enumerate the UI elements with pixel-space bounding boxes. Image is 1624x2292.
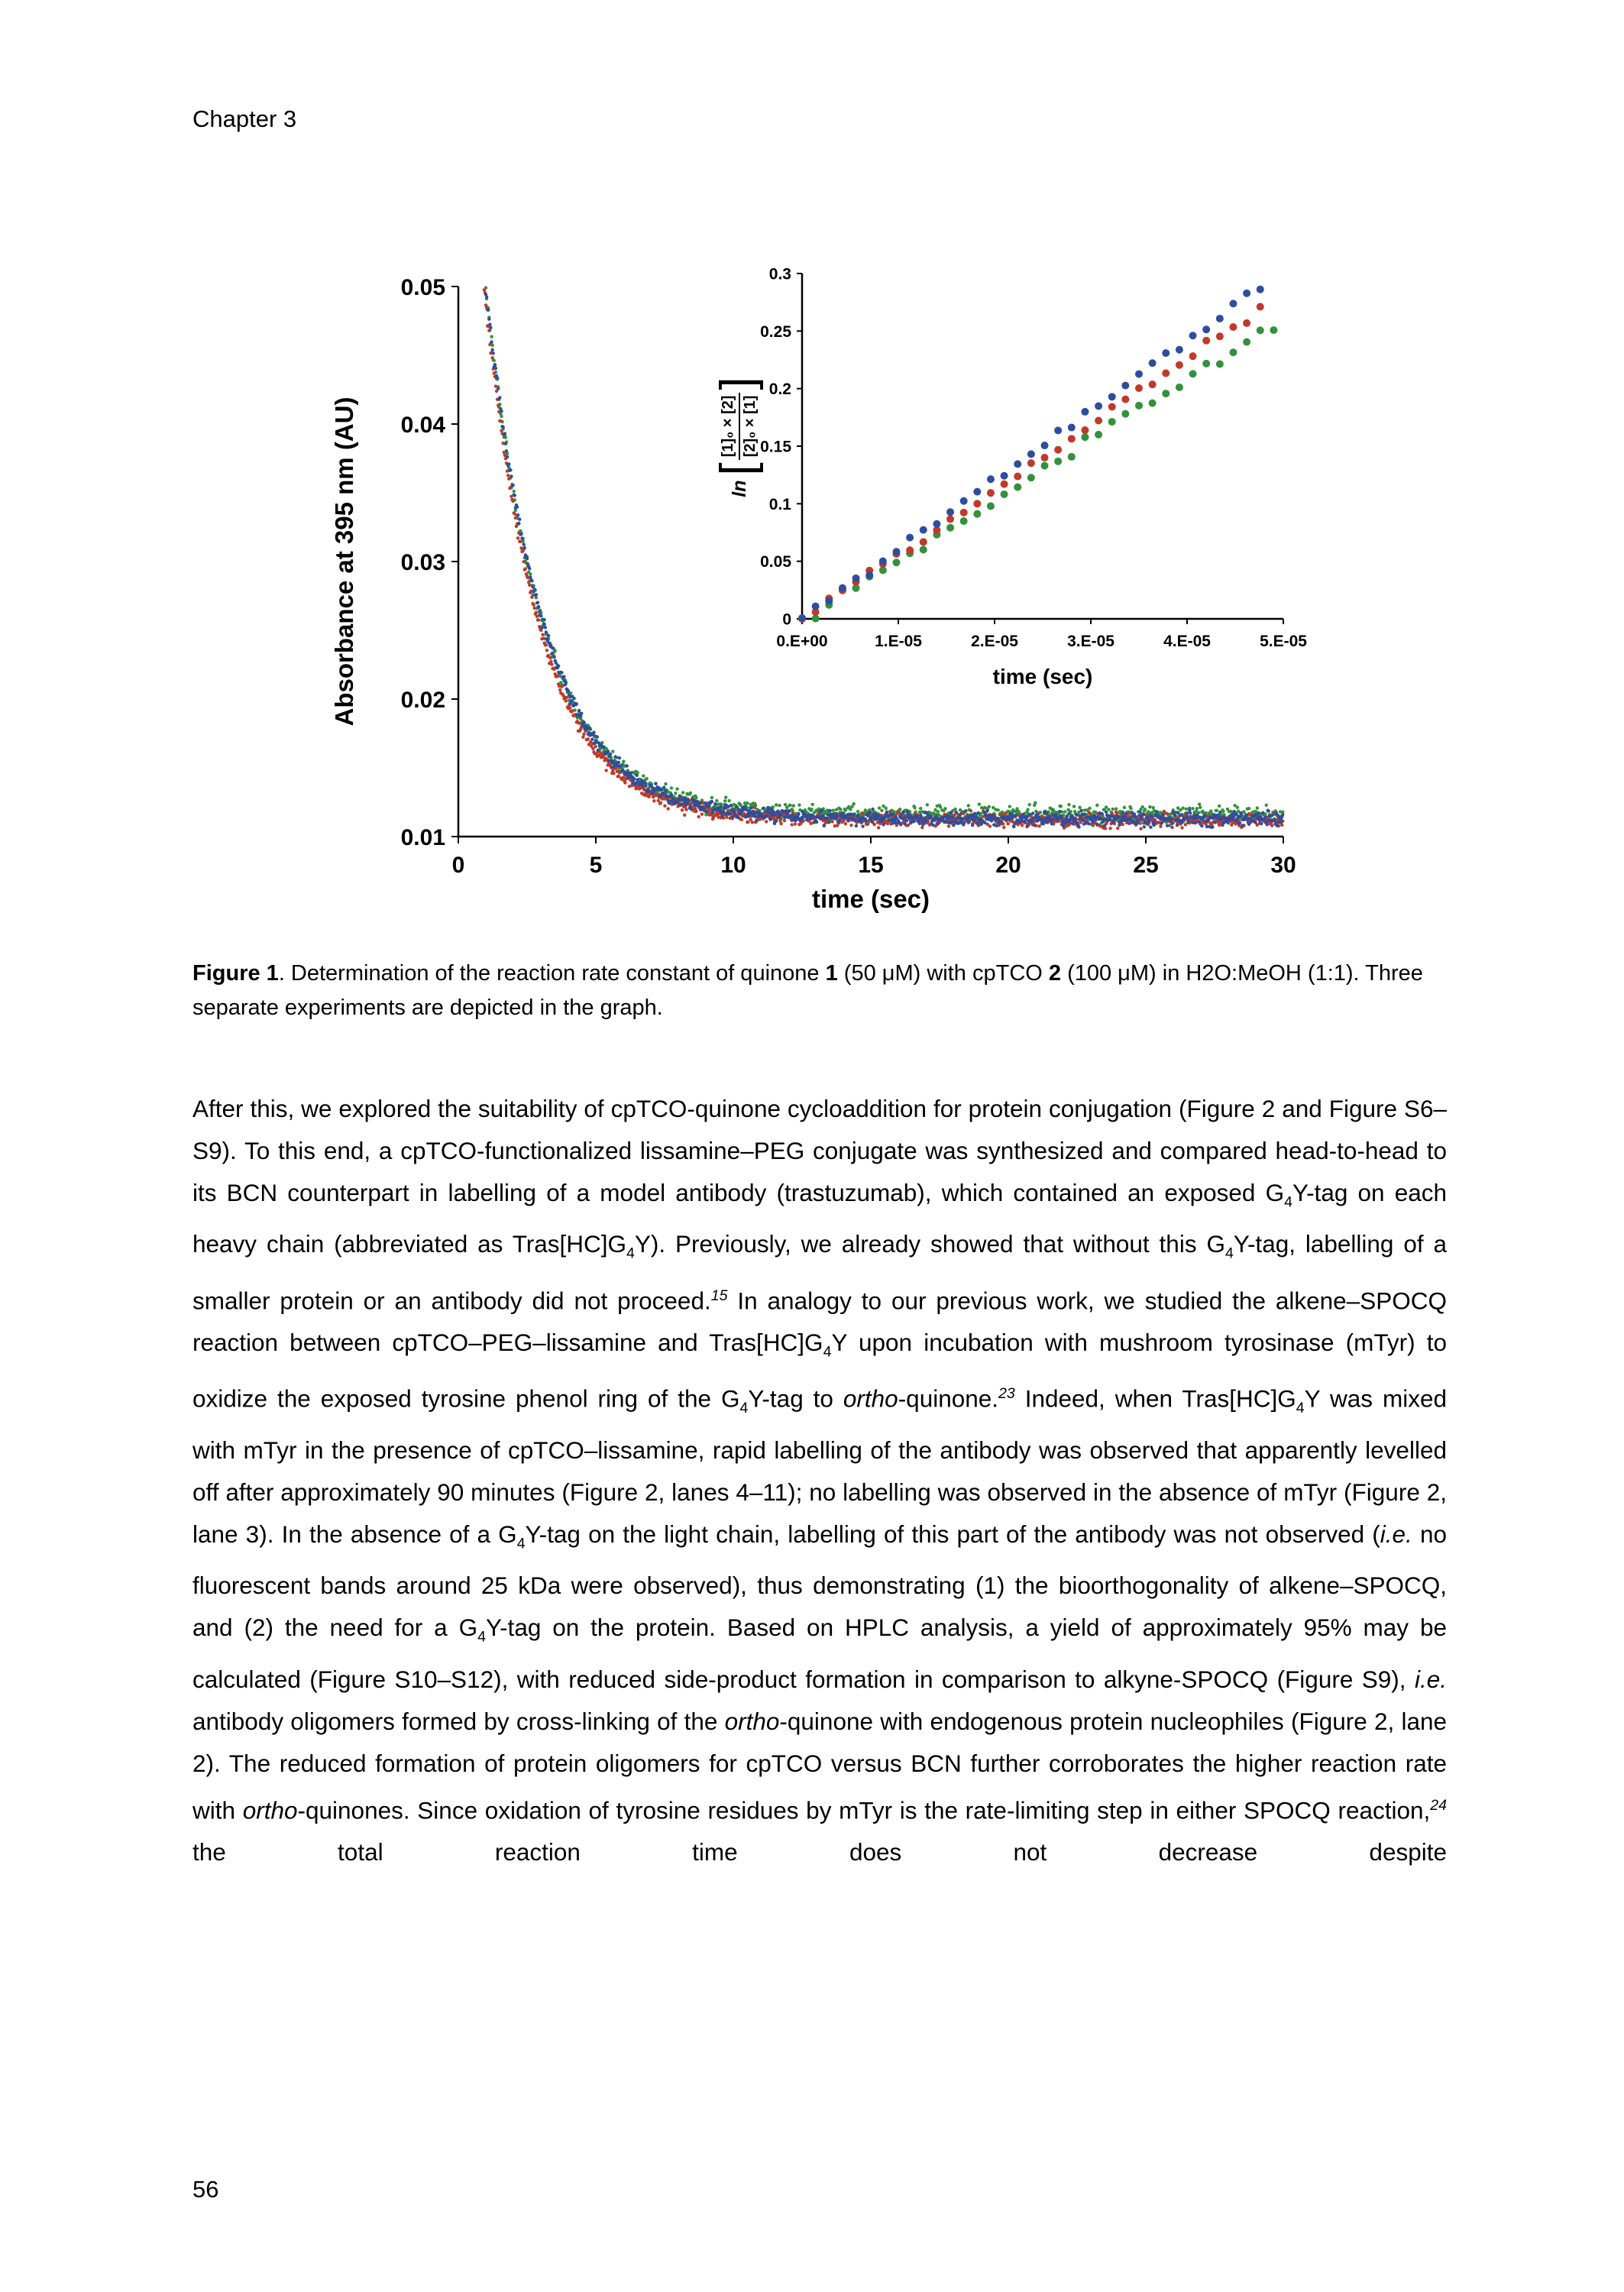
- svg-text:0.E+00: 0.E+00: [776, 633, 828, 650]
- svg-text:25: 25: [1133, 853, 1159, 878]
- figure-caption: Figure 1. Determination of the reaction rate constant of quinone 1 (50 μM) with cpTCO 2 (100 μM) in H2O:MeOH (1:1). Three separate experiments are depicted in the graph.: [192, 961, 1423, 1020]
- body-paragraph: After this, we explored the suitability of cpTCO-quinone cycloaddition for protein conjugation (Figure 2 and Figure S6–S9). To this end, a cpTCO-functionalized lissamine–PEG conjugate was synthesized and compared head-to-head to its BCN counterpart in labelling of a model antibody (trastuzumab), which contained an exposed $G_4Y$-tag on each heavy chain (abbreviated as $Tras[HC]G_4Y$). Previously, we already showed that without this $G_4Y$-tag, labelling of a smaller protein or an antibody did not proceed.$^{15}$ In analogy to our previous work, we studied the alkene–SPOCQ reaction between cpTCO–PEG–lissamine and $Tras[HC]G_4Y$ upon incubation with mushroom tyrosinase (mTyr) to oxidize the exposed tyrosine phenol ring of the $G_4Y$-tag to ortho-quinone.$^{23}$ Indeed, when $Tras[HC]G_4Y$ was mixed with mTyr in the presence of cpTCO–lissamine, rapid labelling of the antibody was observed that apparently levelled off after approximately 90 minutes (Figure 2, lanes 4–11); no labelling was observed in the absence of mTyr (Figure 2, lane 3). In the absence of a $G_4Y$-tag on the light chain, labelling of this part of the antibody was not observed (i.e. no fluorescent bands around 25 kDa were observed), thus demonstrating (1) the bioorthogonality of alkene–SPOCQ, and (2) the need for a $G_4Y$-tag on the protein. Based on HPLC analysis, a yield of approximately 95% may be calculated (Figure S10–S12), with reduced side-product formation in comparison to alkyne-SPOCQ (Figure S9), i.e. antibody oligomers formed by cross-linking of the ortho-quinone with endogenous protein nucleophiles (Figure 2, lane 2). The reduced formation of protein oligomers for cpTCO versus BCN further corroborates the higher reaction rate with ortho-quinones. Since oxidation of tyrosine residues by mTyr is the rate-limiting step in either SPOCQ reaction,$^{24}$ the total reaction time does not decrease despite: [192, 1095, 1448, 1866]
- svg-text:0.04: 0.04: [400, 412, 445, 438]
- svg-text:0.15: 0.15: [760, 438, 791, 456]
- svg-text:0.01: 0.01: [400, 824, 445, 850]
- svg-text:5.E-05: 5.E-05: [1260, 633, 1307, 650]
- svg-text:0.2: 0.2: [768, 380, 791, 399]
- concentration-fraction: [720, 393, 759, 461]
- fraction-denominator: [2]₀ × [1]: [742, 395, 759, 458]
- svg-text:15: 15: [858, 853, 884, 878]
- svg-text:0.3: 0.3: [768, 265, 791, 283]
- svg-text:30: 30: [1270, 853, 1296, 878]
- inset-chart: [703, 244, 1322, 703]
- svg-text:0.02: 0.02: [400, 687, 445, 713]
- svg-text:0.1: 0.1: [768, 495, 791, 513]
- fraction-numerator: [1]₀ × [2]: [720, 393, 740, 461]
- page-number: 56: [192, 2176, 219, 2203]
- figure-1: [0, 0, 1624, 993]
- svg-text:1.E-05: 1.E-05: [875, 633, 922, 650]
- svg-text:0.03: 0.03: [400, 549, 445, 575]
- svg-text:0.05: 0.05: [760, 553, 791, 571]
- svg-text:20: 20: [995, 853, 1021, 878]
- svg-text:0.05: 0.05: [400, 274, 445, 300]
- svg-text:10: 10: [720, 853, 746, 878]
- svg-text:time (sec): time (sec): [811, 885, 930, 913]
- svg-text:2.E-05: 2.E-05: [971, 633, 1018, 650]
- chapter-header: Chapter 3: [192, 105, 297, 132]
- svg-text:0.25: 0.25: [760, 322, 791, 341]
- svg-text:0: 0: [451, 853, 465, 878]
- svg-text:time (sec): time (sec): [992, 665, 1093, 688]
- ln-symbol: ln: [728, 480, 750, 497]
- svg-text:0: 0: [782, 610, 791, 629]
- svg-text:4.E-05: 4.E-05: [1163, 633, 1211, 650]
- svg-text:Absorbance at 395 nm (AU): Absorbance at 395 nm (AU): [330, 397, 358, 727]
- svg-text:5: 5: [589, 853, 603, 878]
- svg-text:3.E-05: 3.E-05: [1067, 633, 1114, 650]
- inset-y-axis-label: ln [ [1]₀ × [2] [2]₀ × [1] ]: [711, 377, 764, 497]
